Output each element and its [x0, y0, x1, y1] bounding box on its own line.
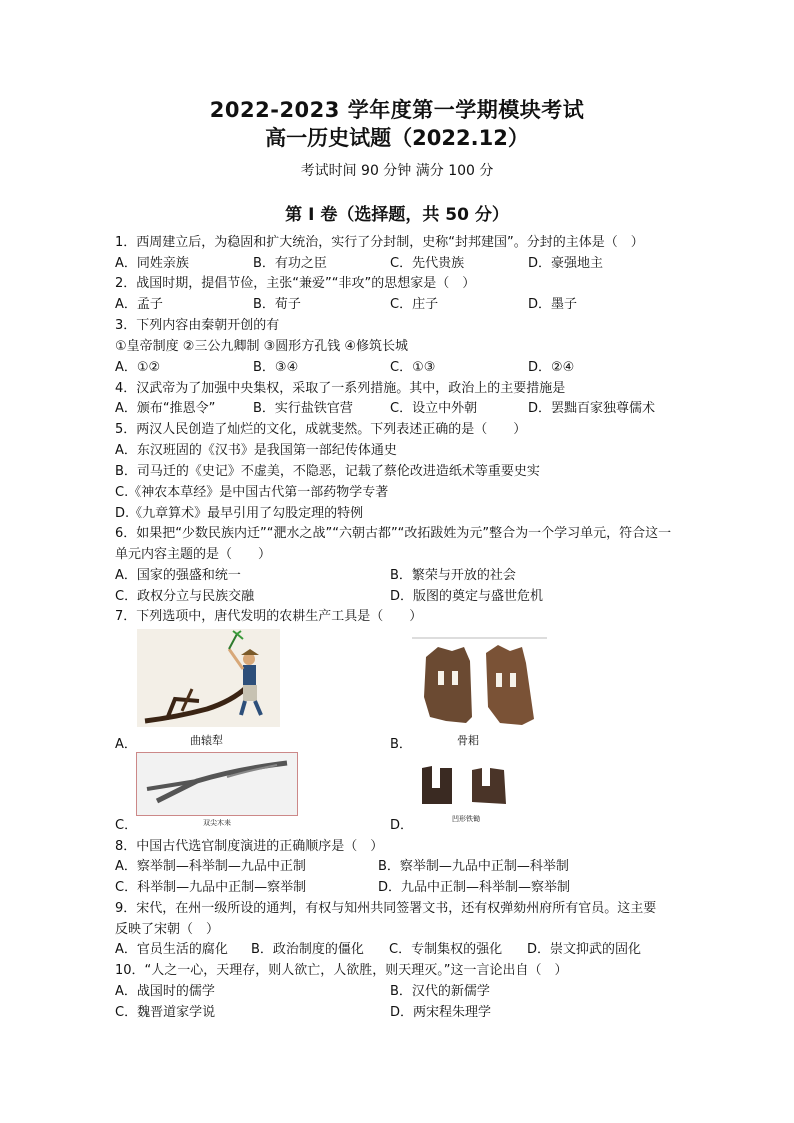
q7-option-c: C．: [115, 818, 138, 833]
q2-stem: 2．战国时期，提倡节俭，主张“兼爱”“非攻”的思想家是（ ）: [115, 276, 476, 291]
q10-option-d: D．两宋程朱理学: [390, 1005, 492, 1020]
q10-stem: 10．“人之一心，天理存，则人欲亡，人欲胜，则天理灭。”这一言论出自（ ）: [115, 963, 568, 978]
q6-option-a: A．国家的强盛和统一: [115, 568, 241, 583]
curved-plow-image: [137, 629, 280, 727]
q5-option-c: C.《神农本草经》是中国古代第一部药物学专著: [115, 485, 389, 500]
q8-option-d: D．九品中正制—科举制—察举制: [378, 880, 571, 895]
q7-stem: 7．下列选项中，唐代发明的农耕生产工具是（ ）: [115, 609, 423, 624]
bone-spade-image: [412, 637, 547, 727]
caption-wooden-lei: 双尖木耒: [203, 819, 231, 827]
q3-items: ①皇帝制度 ②三公九卿制 ③圆形方孔钱 ④修筑长城: [115, 339, 409, 354]
q8-option-b: B．察举制—九品中正制—科举制: [378, 859, 569, 874]
q3-option-b: B．③④: [253, 360, 299, 375]
q3-option-c: C．①③: [390, 360, 436, 375]
q8-option-c: C．科举制—九品中正制—察举制: [115, 880, 307, 895]
q6-stem-line2: 单元内容主题的是（ ）: [115, 547, 272, 562]
q6-option-c: C．政权分立与民族交融: [115, 589, 255, 604]
q4-option-c: C．设立中外朝: [390, 401, 478, 416]
q4-option-b: B．实行盐铁官营: [253, 401, 353, 416]
exam-info: 考试时间 90 分钟 满分 100 分: [300, 163, 494, 179]
q4-stem: 4．汉武帝为了加强中央集权，采取了一系列措施。其中，政治上的主要措施是: [115, 381, 566, 396]
q5-option-a: A．东汉班固的《汉书》是我国第一部纪传体通史: [115, 443, 397, 458]
q5-option-b: B．司马迁的《史记》不虚美，不隐恶，记载了蔡伦改进造纸术等重要史实: [115, 464, 540, 479]
q2-option-a: A．孟子: [115, 297, 163, 312]
q5-stem: 5．两汉人民创造了灿烂的文化，成就斐然。下列表述正确的是（ ）: [115, 422, 527, 437]
section-title: 第 I 卷（选择题，共 50 分）: [285, 205, 509, 225]
q9-option-b: B．政治制度的僵化: [251, 942, 364, 957]
q8-stem: 8．中国古代选官制度演进的正确顺序是（ ）: [115, 839, 384, 854]
iron-hoe-image: [418, 760, 518, 810]
q5-option-d: D.《九章算术》最早引用了勾股定理的特例: [115, 506, 364, 521]
q1-option-c: C．先代贵族: [390, 256, 465, 271]
q2-option-b: B．荀子: [253, 297, 301, 312]
q2-option-c: C．庄子: [390, 297, 439, 312]
q9-option-a: A．官员生活的腐化: [115, 942, 228, 957]
q3-stem: 3．下列内容由秦朝开创的有: [115, 318, 280, 333]
q10-option-c: C．魏晋道家学说: [115, 1005, 216, 1020]
q1-stem: 1．西周建立后，为稳固和扩大统治，实行了分封制，史称“封邦建国”。分封的主体是（ ）: [115, 235, 644, 250]
q1-option-a: A．同姓亲族: [115, 256, 189, 271]
wooden-lei-image: [136, 752, 298, 816]
caption-iron-hoe: 凹形铁锄: [452, 815, 480, 823]
q3-option-d: D．②④: [528, 360, 575, 375]
q6-option-b: B．繁荣与开放的社会: [390, 568, 516, 583]
q1-option-d: D．豪强地主: [528, 256, 604, 271]
q4-option-d: D．罢黜百家独尊儒术: [528, 401, 656, 416]
caption-bone-spade: 骨耜: [457, 734, 479, 747]
q9-option-c: C．专制集权的强化: [389, 942, 503, 957]
q9-stem-line1: 9．宋代，在州一级所设的通判，有权与知州共同签署文书，还有权弹劾州府所有官员。这主要: [115, 901, 657, 916]
exam-subtitle: 高一历史试题（2022.12）: [265, 126, 529, 150]
q7-option-a: A．: [115, 737, 137, 752]
q7-option-d: D．: [390, 818, 414, 833]
q3-option-a: A．①②: [115, 360, 161, 375]
q10-option-b: B．汉代的新儒学: [390, 984, 490, 999]
q6-option-d: D．版图的奠定与盛世危机: [390, 589, 544, 604]
q9-option-d: D．崇文抑武的固化: [527, 942, 642, 957]
q6-stem-line1: 6．如果把“少数民族内迁”“淝水之战”“六朝古都”“改拓跋姓为元”整合为一个学习单元，符合这一: [115, 526, 672, 541]
q10-option-a: A．战国时的儒学: [115, 984, 215, 999]
q9-stem-line2: 反映了宋朝（ ）: [115, 922, 220, 937]
q8-option-a: A．察举制—科举制—九品中正制: [115, 859, 306, 874]
q1-option-b: B．有功之臣: [253, 256, 327, 271]
q7-option-b: B．: [390, 737, 412, 752]
caption-curved-plow: 曲辕犁: [190, 734, 223, 747]
q2-option-d: D．墨子: [528, 297, 578, 312]
q4-option-a: A．颁布“推恩令”: [115, 401, 216, 416]
exam-title: 2022-2023 学年度第一学期模块考试: [209, 98, 585, 122]
